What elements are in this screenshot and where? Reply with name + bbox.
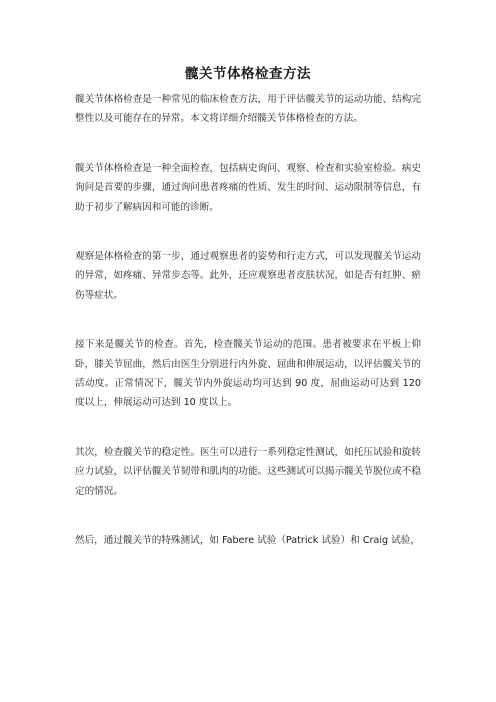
paragraph-history: 髋关节体格检查是一种全面检查，包括病史询问、观察、检查和实验室检验。病史询问是首要的步骤，通过询问患者疼痛的性质、发生的时间、运动限制等信息，有助于初步了解病因和可能的诊断。 xyxy=(75,162,421,213)
paragraph-intro: 髋关节体格检查是一种常见的临床检查方法，用于评估髋关节的运动功能、结构完整性以及可能存在的异常。本文将详细介绍髋关节体格检查的方法。 xyxy=(75,94,421,125)
document-title: 髋关节体格检查方法 xyxy=(185,66,311,82)
document-body xyxy=(75,90,421,581)
paragraph-stability: 其次，检查髋关节的稳定性。医生可以进行一系列稳定性测试，如托压试验和旋转应力试验，以评估髋关节韧带和肌肉的功能。这些测试可以揭示髋关节脱位或不稳定的情况。 xyxy=(75,446,421,497)
paragraph-special-tests: 然后，通过髋关节的特殊测试，如 Fabere 试验（Patrick 试验）和 Craig 试验， xyxy=(75,535,420,547)
paragraph-range-of-motion: 接下来是髋关节的检查。首先，检查髋关节运动的范围。患者被要求在平板上仰卧，膝关节屈曲，然后由医生分别进行内外旋、屈曲和伸展运动，以评估髋关节的活动度。正常情况下，髋关节内外旋运动均可达到 90 度，屈曲运动可达到 120 度以上，伸展运动可达到 10 度以上。 xyxy=(75,339,421,409)
paragraph-observation: 观察是体格检查的第一步，通过观察患者的姿势和行走方式，可以发现髋关节运动的异常，如疼痛、异常步态等。此外，还应观察患者皮肤状况，如是否有红肿、瘀伤等症状。 xyxy=(75,251,421,301)
